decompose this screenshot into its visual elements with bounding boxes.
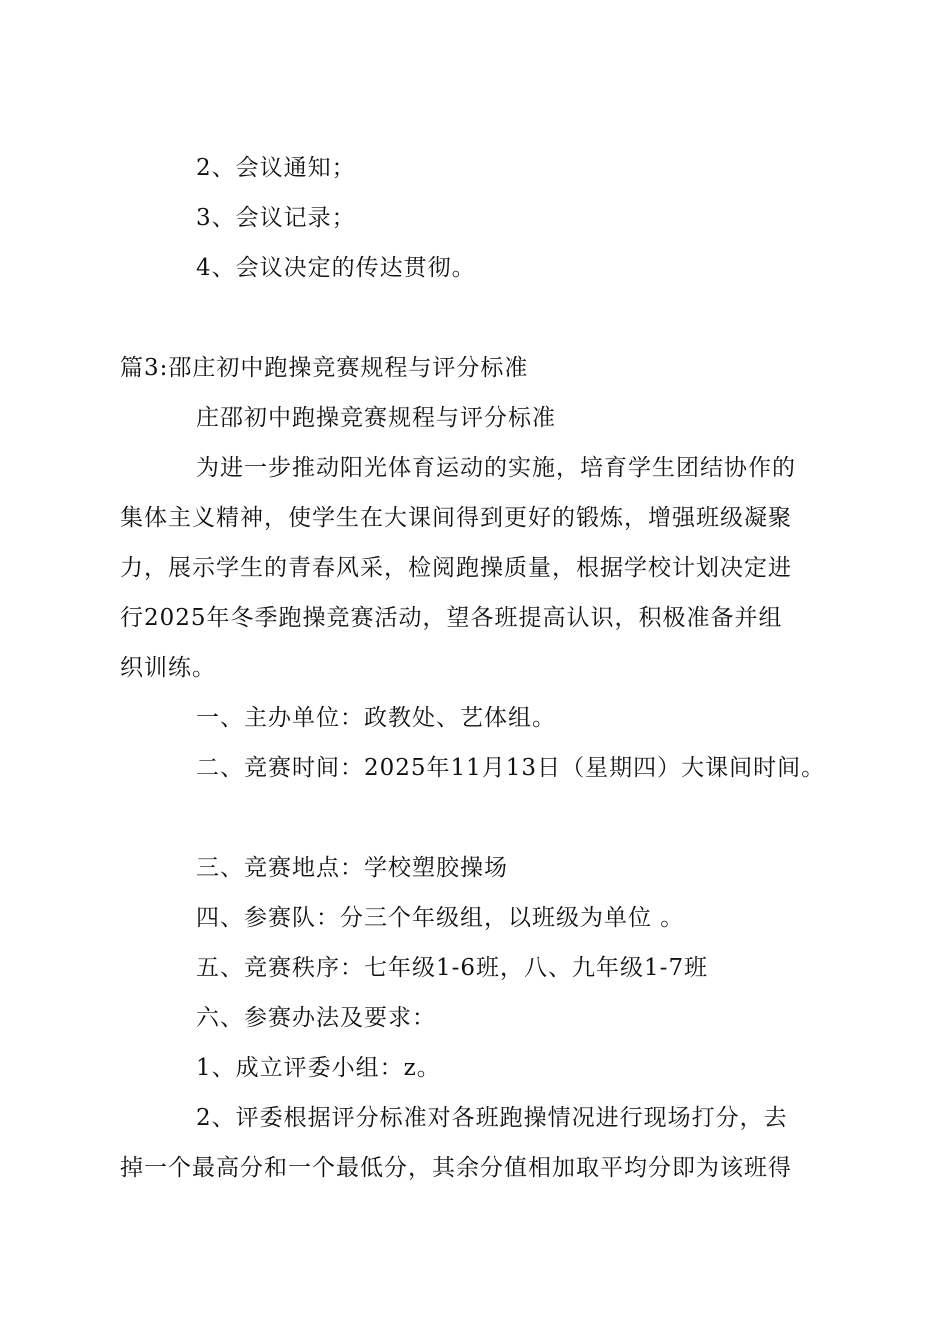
section-heading: 篇3:邵庄初中跑操竞赛规程与评分标准 bbox=[120, 355, 529, 381]
list-item-minutes: 3、会议记录； bbox=[196, 205, 356, 231]
sub-item-judges: 1、成立评委小组：z。 bbox=[196, 1055, 441, 1081]
list-item-notice: 2、会议通知； bbox=[196, 155, 356, 181]
sub-item-scoring-line-2: 掉一个最高分和一个最低分，其余分值相加取平均分即为该班得 bbox=[120, 1155, 792, 1181]
intro-paragraph-line-5: 织训练。 bbox=[120, 655, 216, 681]
item-rules: 六、参赛办法及要求： bbox=[196, 1005, 436, 1031]
intro-paragraph-line-4: 行2025年冬季跑操竞赛活动，望各班提高认识，积极准备并组 bbox=[120, 605, 783, 631]
intro-paragraph-line-1: 为进一步推动阳光体育运动的实施，培育学生团结协作的 bbox=[196, 455, 796, 481]
intro-paragraph-line-2: 集体主义精神，使学生在大课间得到更好的锻炼，增强班级凝聚 bbox=[120, 505, 792, 531]
intro-paragraph-line-3: 力，展示学生的青春风采，检阅跑操质量，根据学校计划决定进 bbox=[120, 555, 792, 581]
item-teams: 四、参赛队：分三个年级组，以班级为单位 。 bbox=[196, 905, 685, 931]
sub-item-scoring-line-1: 2、评委根据评分标准对各班跑操情况进行现场打分，去 bbox=[196, 1105, 788, 1131]
document-title: 庄邵初中跑操竞赛规程与评分标准 bbox=[196, 405, 556, 431]
item-order: 五、竞赛秩序：七年级1-6班，八、九年级1-7班 bbox=[196, 955, 709, 981]
list-item-implementation: 4、会议决定的传达贯彻。 bbox=[196, 255, 476, 281]
item-location: 三、竞赛地点：学校塑胶操场 bbox=[196, 855, 508, 881]
item-organizer: 一、主办单位：政教处、艺体组。 bbox=[196, 705, 556, 731]
item-time: 二、竞赛时间：2025年11月13日（星期四）大课间时间。 bbox=[196, 755, 826, 781]
